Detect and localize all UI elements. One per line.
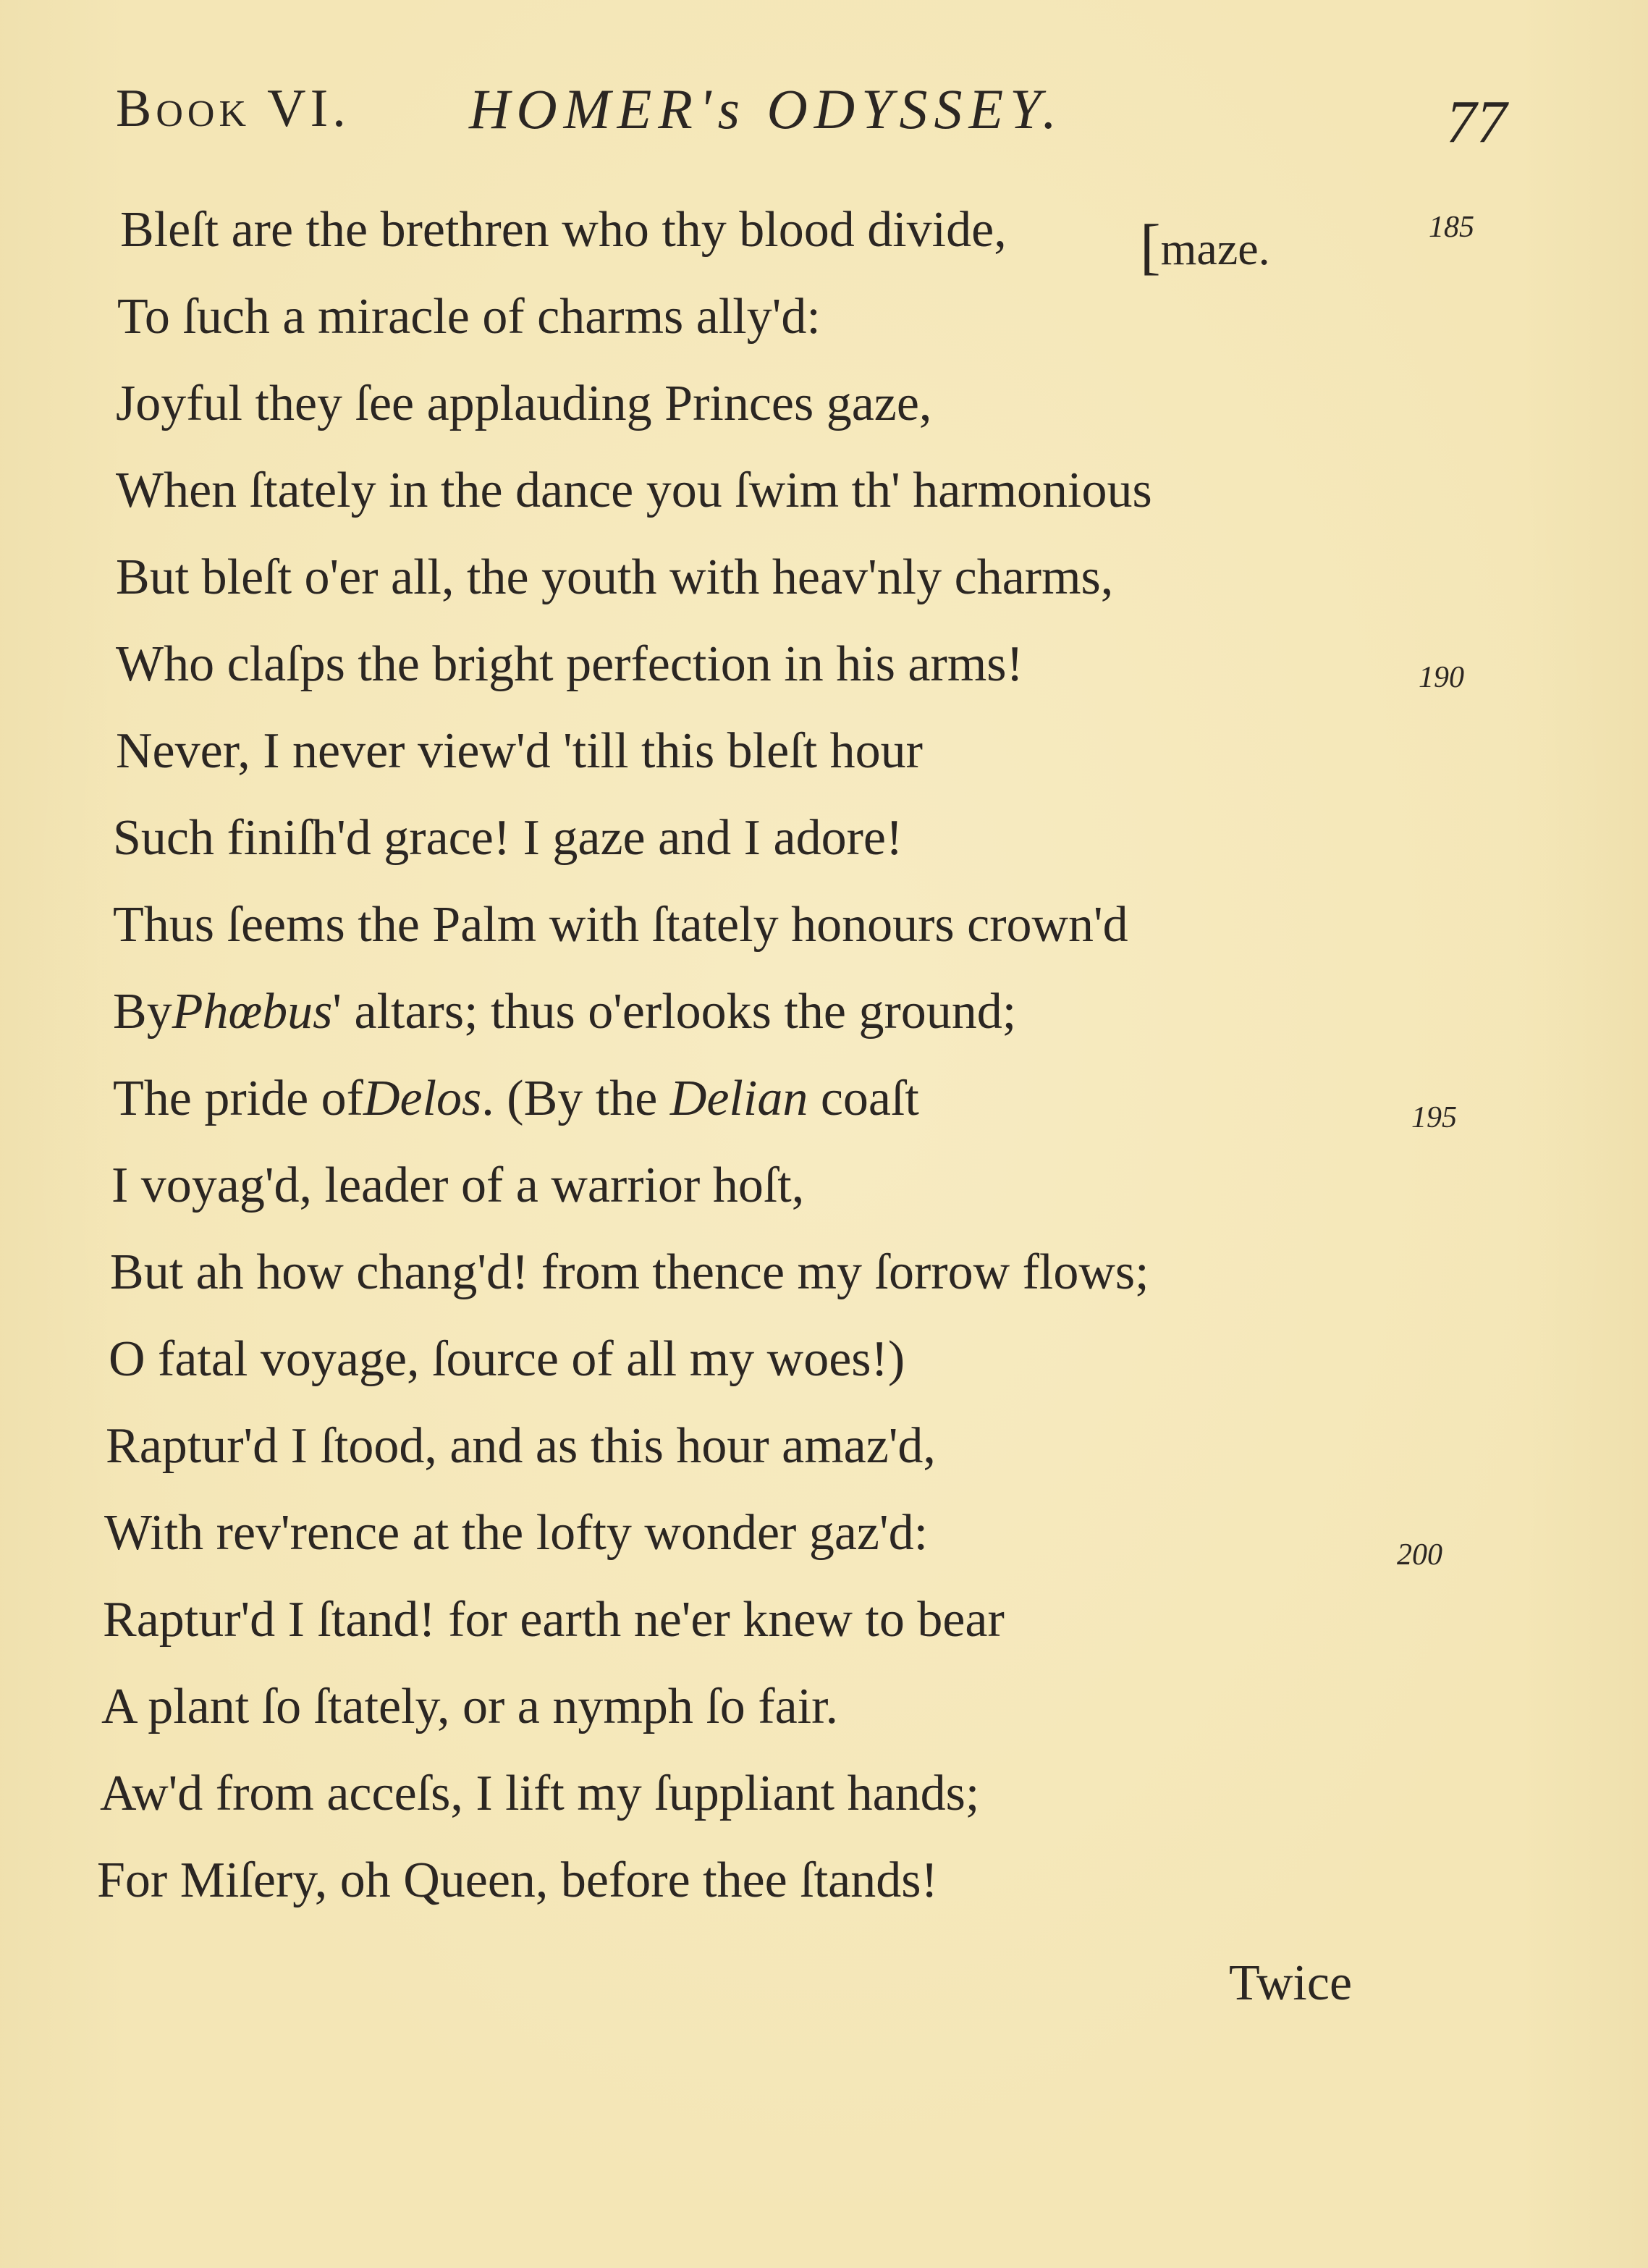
verse-text: A plant ſo ſtately, or a nymph ſo fair. [101,1679,839,1734]
turnover-text: maze. [1160,223,1270,274]
verse-line [97,1837,938,1924]
verse-line [116,534,1113,621]
verse-line [100,1750,979,1837]
page-number: 77 [1446,88,1507,156]
verse-text: The pride of [113,1071,363,1126]
verse-line [101,1664,838,1750]
verse-text: When ſtately in the dance you ſwim th' harmonious [116,463,1152,518]
verse-text: Thus ſeems the Palm with ſtately honours crown'd [113,897,1128,953]
line-number: 200 [1397,1538,1442,1572]
verse-text: With rev'rence at the lofty wonder gaz'd: [104,1505,929,1561]
verse-text: Never, I never view'd 'till this bleſt hour [116,723,923,779]
verse-line [116,361,931,447]
catchword: Twice [1229,1955,1353,2011]
running-header [116,77,1534,156]
verse-text: Raptur'd I ſtood, and as this hour amaz'd, [106,1418,936,1474]
verse-text: Raptur'd I ſtand! for earth ne'er knew to bear [103,1592,1005,1648]
verse-line [104,1490,928,1577]
verse-line [110,1229,1149,1316]
verse-text: For Miſery, oh Queen, before thee ſtands! [97,1852,938,1908]
verse-text: coaſt [808,1071,919,1126]
verse-text: But bleſt o'er all, the youth with heav'nly charms, [116,549,1114,605]
verse-line [106,1403,936,1490]
verse-text: Bleſt are the brethren who thy blood divide, [120,202,1007,258]
verse-italic: Delian [669,1071,808,1126]
verse-line [113,795,903,882]
running-title: HOMER's ODYSSEY. [469,77,1063,140]
verse-line [109,1316,905,1403]
line-number: 195 [1411,1101,1457,1134]
verse-italic: Phœbus [172,984,333,1040]
verse-text: . (By the [481,1071,670,1126]
book-label: Book VI. [116,79,350,138]
verse-text: By [113,984,172,1040]
verse-text: O fatal voyage, ſource of all my woes!) [109,1331,905,1387]
verse-line [113,969,1016,1055]
turnover-word: [maze. [1140,211,1270,281]
verse-text: Who claſps the bright perfection in his arms! [116,636,1023,692]
verse-line [117,274,821,361]
line-number: 185 [1429,211,1474,244]
verse-italic: Delos [363,1071,482,1126]
verse-text: Joyful they ſee applauding Princes gaze, [116,376,932,431]
verse-line [111,1142,804,1229]
verse-line [116,621,1023,708]
verse-line [116,708,923,795]
verse-line [113,882,1128,969]
verse-text: But ah how chang'd! from thence my ſorrow flows; [110,1244,1149,1300]
verse-text: Aw'd from acceſs, I lift my ſuppliant hands; [100,1766,980,1821]
verse-text: To ſuch a miracle of charms ally'd: [117,289,821,345]
verse-line [103,1577,1005,1664]
verse-line [120,187,1007,274]
line-number: 190 [1419,661,1464,694]
verse-text: I voyag'd, leader of a warrior hoſt, [111,1158,805,1213]
verse-line [113,1055,919,1142]
verse-text: Such finiſh'd grace! I gaze and I adore! [113,810,903,866]
verse-text: ' altars; thus o'erlooks the ground; [332,984,1017,1040]
verse-line [116,447,1152,534]
